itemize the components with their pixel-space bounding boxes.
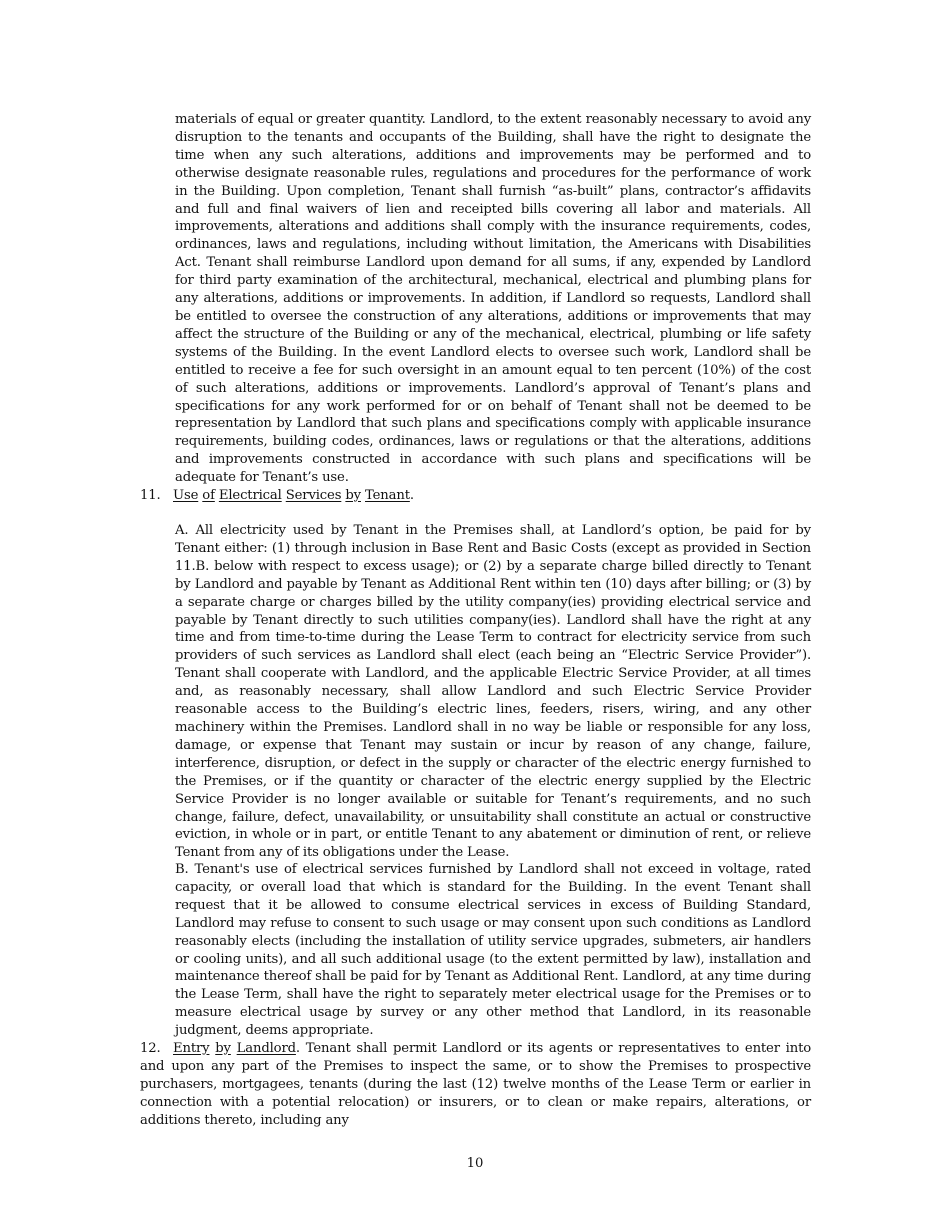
heading-period: .: [295, 1041, 300, 1056]
heading-period: .: [409, 488, 414, 503]
section-number: 12.: [140, 1041, 161, 1056]
heading-word: of: [202, 488, 215, 503]
page-number: 10: [466, 1156, 484, 1171]
section-11-heading: [140, 487, 414, 505]
section-number: 11.: [140, 488, 161, 503]
heading-word: Tenant: [365, 488, 410, 503]
heading-word: Services: [285, 488, 342, 503]
heading-word: Entry: [173, 1041, 210, 1056]
heading-word: by: [215, 1041, 231, 1056]
section-12-body: Tenant shall permit Landlord or its agents or representatives to enter into and upon any part of the Premises to inspect the same, or to show the Premises to prospective purchasers, mortgagees, tenants (during the last (12) twelve months of the Lease Term or earlier in connection with a potential relocation) or insurers, or to clean or make repairs, alterations, or additions thereto, including any: [140, 1041, 812, 1128]
section-11-paragraph-b: B. Tenant's use of electrical services furnished by Landlord shall not exceed in voltage, rated capacity, or overall load that which is standard for the Building. In the event Tenant shall request that it be allowed to consume electrical services in excess of Building Standard, Landlord may refuse to consent to such usage or may consent upon such conditions as Landlord reasonably elects (including the installation of utility service upgrades, submeters, air handlers or cooling units), and all such additional usage (to the extent permitted by law), installation and maintenance thereof shall be paid for by Tenant as Additional Rent. Landlord, at any time during the Lease Term, shall have the right to separately meter electrical usage for the Premises or to measure electrical usage by survey or any other method that Landlord, in its reasonable judgment, deems appropriate.: [175, 862, 811, 1039]
section-11-paragraph-a: A. All electricity used by Tenant in the Premises shall, at Landlord’s option, be paid for by Tenant either: (1) through inclusion in Base Rent and Basic Costs (except as provided in Section 11.B. below with respect to excess usage); or (2) by a separate charge billed directly to Tenant by Landlord and payable by Tenant as Additional Rent within ten (10) days after billing; or (3) by a separate charge or charges billed by the utility company(ies) providing electrical service and payable by Tenant directly to such utilities company(ies). Landlord shall have the right at any time and from time-to-time during the Lease Term to contract for electricity service from such providers of such services as Landlord shall elect (each being an “Electric Service Provider”). Tenant shall cooperate with Landlord, and the applicable Electric Service Provider, at all times and, as reasonably necessary, shall allow Landlord and such Electric Service Provider reasonable access to the Building’s electric lines, feeders, risers, wiring, and any other machinery within the Premises. Landlord shall in no way be liable or responsible for any loss, damage, or expense that Tenant may sustain or incur by reason of any change, failure, interference, disruption, or defect in the supply or character of the electric energy furnished to the Premises, or if the quantity or character of the electric energy supplied by the Electric Service Provider is no longer available or suitable for Tenant’s requirements, and no such change, failure, defect, unavailability, or unsuitability shall constitute an actual or constructive eviction, in whole or in part, or entitle Tenant to any abatement or diminution of rent, or relieve Tenant from any of its obligations under the Lease.: [175, 523, 811, 861]
section-12-paragraph: [140, 1040, 811, 1130]
heading-word: by: [345, 488, 361, 503]
heading-word: Electrical: [218, 488, 282, 503]
paragraph-alterations-continued: materials of equal or greater quantity. Landlord, to the extent reasonably necessary to avoid any disruption to the tenants and occupants of the Building, shall have the right to designate the time when any such alterations, additions and improvements may be performed and to otherwise designate reasonable rules, regulations and procedures for the performance of work in the Building. Upon completion, Tenant shall furnish “as-built” plans, contractor’s affidavits and full and final waivers of lien and receipted bills covering all labor and materials. All improvements, alterations and additions shall comply with the insurance requirements, codes, ordinances, laws and regulations, including without limitation, the Americans with Disabilities Act. Tenant shall reimburse Landlord upon demand for all sums, if any, expended by Landlord for third party examination of the architectural, mechanical, electrical and plumbing plans for any alterations, additions or improvements. In addition, if Landlord so requests, Landlord shall be entitled to oversee the construction of any alterations, additions or improvements that may affect the structure of the Building or any of the mechanical, electrical, plumbing or life safety systems of the Building. In the event Landlord elects to oversee such work, Landlord shall be entitled to receive a fee for such oversight in an amount equal to ten percent (10%) of the cost of such alterations, additions or improvements. Landlord’s approval of Tenant’s plans and specifications for any work performed for or on behalf of Tenant shall not be deemed to be representation by Landlord that such plans and specifications comply with applicable insurance requirements, building codes, ordinances, laws or regulations or that the alterations, additions and improvements constructed in accordance with such plans and specifications will be adequate for Tenant’s use.: [175, 112, 811, 486]
heading-word: Landlord: [236, 1041, 296, 1056]
heading-word: Use: [173, 488, 199, 503]
